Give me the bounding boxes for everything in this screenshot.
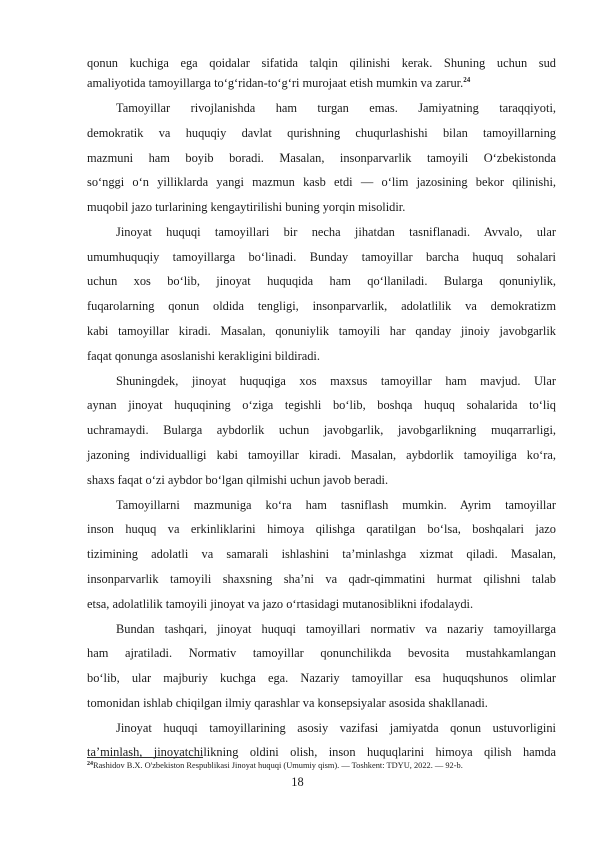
text-line: tomonidan ishlab chiqilgan ilmiy qarashlar va konsepsiyalar asosida shakllanadi.: [87, 696, 488, 710]
text-line: ham ajratiladi. Normativ tamoyillar qonunchilikda bevosita mustahkamlangan: [87, 646, 556, 660]
footnote-reference[interactable]: 24: [463, 76, 471, 84]
text-line: faqat qonunga asoslanishi kerakligini bildiradi.: [87, 349, 320, 363]
text-line: insonparvarlik tamoyili shaxsning sha’ni va qadr-qimmatini hurmat qilishni talab: [87, 572, 556, 586]
text-line: uchramaydi. Bularga aybdorlik uchun javobgarlik, javobgarlikning muqarrarligi,: [87, 423, 556, 437]
text-line: muqobil jazo turlarining kengaytirilishi buning yorqin misolidir.: [87, 200, 406, 214]
text-line: kabi tamoyillar kiradi. Masalan, qonuniylik tamoyili har qanday jinoiy javobgarlik: [87, 324, 556, 338]
paragraph-first-line: Jinoyat huquqi tamoyillari bir necha jihatdan tasniflanadi. Avvalo, ular: [116, 225, 556, 239]
text-line: umumhuquqiy tamoyillarga bo‘linadi. Bunday tamoyillar barcha huquq sohalari: [87, 250, 556, 264]
paragraph-first-line: Jinoyat huquqi tamoyillarining asosiy vazifasi jamiyatda qonun ustuvorligini: [116, 721, 556, 735]
text-line: uchun xos bo‘lib, jinoyat huquqida ham qo‘llaniladi. Bularga qonuniylik,: [87, 274, 556, 288]
text-line: demokratik va huquqiy davlat qurishning chuqurlashishi bilan tamoyillarning: [87, 126, 556, 140]
text-line: ta’minlash, jinoyatchilikning oldini olish, inson huquqlarini himoya qilish hamda: [87, 745, 556, 759]
text-line: aynan jinoyat huquqining o‘ziga tegishli bo‘lib, boshqa huquq sohalarida to‘liq: [87, 398, 556, 412]
text-line: inson huquq va erkinliklarini himoya qilishga qaratilgan bo‘lsa, boshqalari jazo: [87, 522, 556, 536]
paragraph-first-line: Tamoyillar rivojlanishda ham turgan emas. Jamiyatning taraqqiyoti,: [116, 101, 556, 115]
text-line: bo‘lib, ular majburiy kuchga ega. Nazariy tamoyillar esa huquqshunos olimlar: [87, 671, 556, 685]
text-line: qonun kuchiga ega qoidalar sifatida talqin qilinishi kerak. Shuning uchun sud: [87, 56, 556, 70]
text-line: tizimining adolatli va samarali ishlashini ta’minlashga xizmat qiladi. Masalan,: [87, 547, 556, 561]
text-line-content: amaliyotida tamoyillarga to‘g‘ridan-to‘g‘ri murojaat etish mumkin va zarur.: [87, 76, 464, 90]
text-line: so‘nggi o‘n yilliklarda yangi mazmun kasb etdi — o‘lim jazosining bekor qilinishi,: [87, 175, 556, 189]
text-line: jazoning individualligi kabi tamoyillar kiradi. Masalan, aybdorlik tamoyiliga ko‘ra,: [87, 448, 556, 462]
text-line: shaxs faqat o‘zi aybdor bo‘lgan qilmishi uchun javob beradi.: [87, 473, 389, 487]
footnote-marker: 24: [87, 761, 93, 767]
page-number: 18: [291, 775, 304, 789]
text-line: [87, 73, 556, 93]
paragraph-first-line: Bundan tashqari, jinoyat huquqi tamoyillari normativ va nazariy tamoyillarga: [116, 622, 556, 636]
paragraph-first-line: Shuningdek, jinoyat huquqiga xos maxsus tamoyillar ham mavjud. Ular: [116, 374, 556, 388]
footnote-separator: [87, 757, 203, 758]
footnote-text: Rashidov B.X. O'zbekiston Respublikasi Jinoyat huquqi (Umumiy qism). — Toshkent: TDYU, 2022. — 92-b.: [93, 761, 463, 770]
text-line: mazmuni ham boyib boradi. Masalan, insonparvarlik tamoyili O‘zbekistonda: [87, 151, 556, 165]
text-line: fuqarolarning qonun oldida tengligi, insonparvarlik, adolatlilik va demokratizm: [87, 299, 556, 313]
text-line: etsa, adolatlilik tamoyili jinoyat va jazo o‘rtasidagi mutanosiblikni ifodalaydi.: [87, 597, 474, 611]
footnote: [87, 760, 556, 772]
paragraph-first-line: Tamoyillarni mazmuniga ko‘ra ham tasniflash mumkin. Ayrim tamoyillar: [116, 498, 556, 512]
